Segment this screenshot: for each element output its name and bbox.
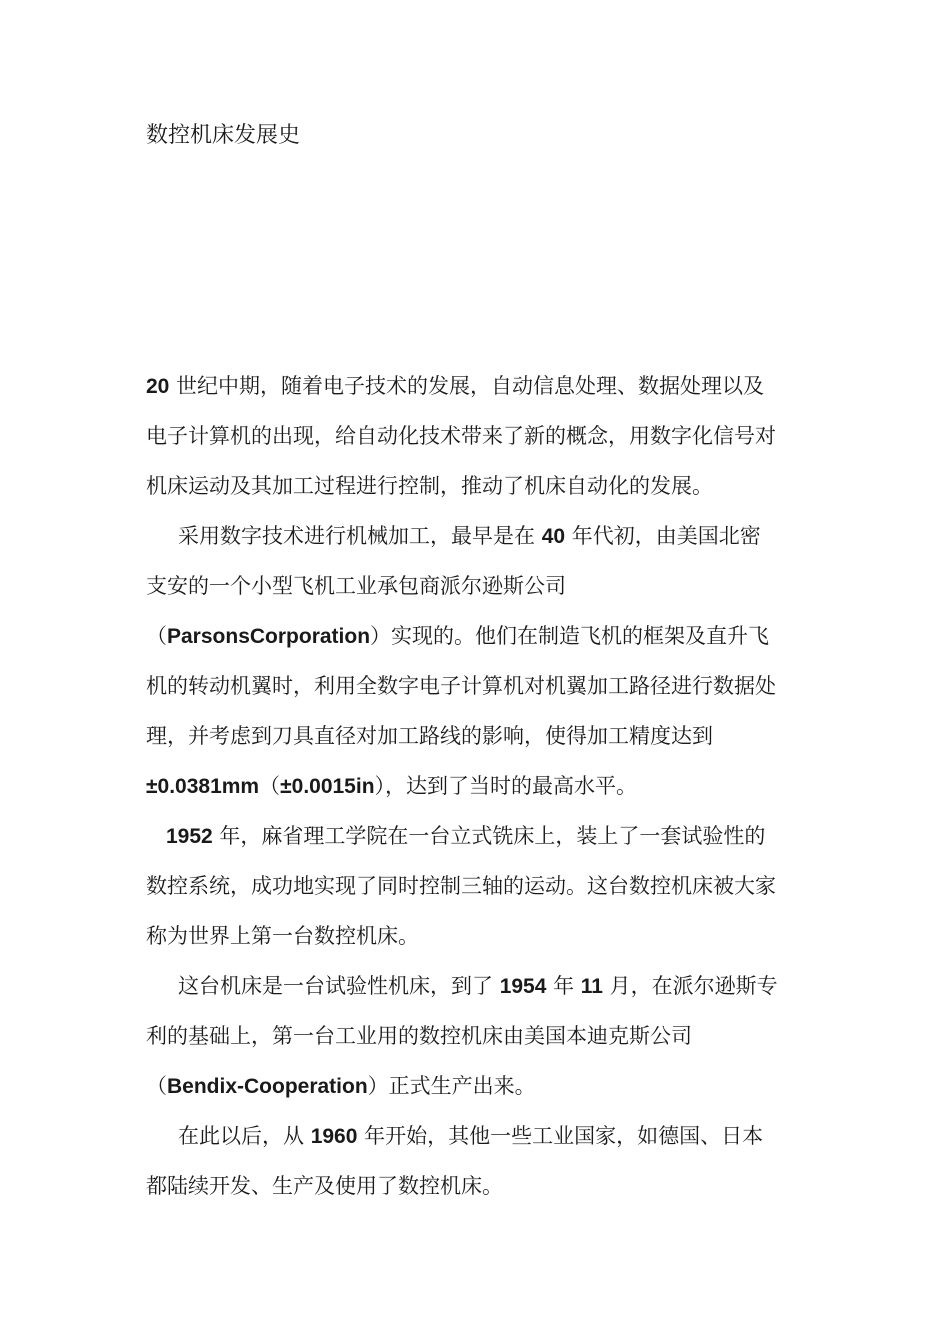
text-line xyxy=(146,514,816,564)
paragraph xyxy=(146,364,816,514)
text-line xyxy=(146,614,816,664)
text-run: 采用数字技术进行机械加工，最早是在 xyxy=(178,524,542,548)
document-body xyxy=(146,364,816,1214)
text-run: 年，麻省理工学院在一台立式铣床上，装上了一套试验性的 xyxy=(212,824,766,848)
text-line xyxy=(146,814,816,864)
text-run: 都陆续开发、生产及使用了数控机床。 xyxy=(146,1174,503,1198)
text-run: 月，在派尔逊斯专 xyxy=(602,974,778,998)
text-line xyxy=(146,414,816,464)
text-run: 支安的一个小型飞机工业承包商派尔逊斯公司 xyxy=(146,574,566,598)
bold-term: ParsonsCorporation xyxy=(167,625,371,648)
bold-number: 40 xyxy=(541,525,566,548)
text-line xyxy=(146,664,816,714)
text-run: ），达到了当时的最高水平。 xyxy=(374,774,638,798)
text-line xyxy=(146,714,816,764)
text-run: 称为世界上第一台数控机床。 xyxy=(146,924,419,948)
text-run: 在此以后，从 xyxy=(178,1124,311,1148)
text-line xyxy=(146,1114,816,1164)
paragraph xyxy=(146,964,816,1114)
paragraph xyxy=(146,514,816,814)
bold-number: 1954 xyxy=(499,975,547,998)
text-line xyxy=(146,1064,816,1114)
paragraph xyxy=(146,1114,816,1214)
document-title: 数控机床发展史 xyxy=(146,123,301,148)
bold-measurement: ±0.0015in xyxy=(280,775,375,798)
text-run: 理，并考虑到刀具直径对加工路线的影响，使得加工精度达到 xyxy=(146,724,713,748)
bold-number: 11 xyxy=(580,975,603,998)
text-run: 这台机床是一台试验性机床，到了 xyxy=(178,974,500,998)
text-run: ）正式生产出来。 xyxy=(367,1074,536,1098)
text-line xyxy=(146,864,816,914)
text-line xyxy=(146,564,816,614)
bold-number: 20 xyxy=(146,375,170,398)
text-run: （ xyxy=(259,774,281,798)
text-run: 利的基础上，第一台工业用的数控机床由美国本迪克斯公司 xyxy=(146,1024,692,1048)
text-run: （ xyxy=(146,624,167,648)
text-run: ）实现的。他们在制造飞机的框架及直升飞 xyxy=(370,624,770,648)
text-run: 世纪中期，随着电子技术的发展，自动信息处理、数据处理以及 xyxy=(169,374,765,398)
text-run: 机床运动及其加工过程进行控制，推动了机床自动化的发展。 xyxy=(146,474,713,498)
text-line xyxy=(146,1164,816,1214)
text-run: 机的转动机翼时，利用全数字电子计算机对机翼加工路径进行数据处 xyxy=(146,674,776,698)
text-run: 数控系统，成功地实现了同时控制三轴的运动。这台数控机床被大家 xyxy=(146,874,776,898)
bold-measurement: ±0.0381mm xyxy=(146,775,260,798)
text-run: （ xyxy=(146,1074,167,1098)
text-line xyxy=(146,1014,816,1064)
paragraph xyxy=(146,814,816,964)
text-line xyxy=(146,964,816,1014)
bold-number: 1952 xyxy=(166,825,213,848)
bold-number: 1960 xyxy=(310,1125,358,1148)
text-run: 年 xyxy=(546,974,581,998)
bold-term: Bendix-Cooperation xyxy=(167,1075,368,1098)
text-line xyxy=(146,364,816,414)
text-run: 年代初，由美国北密 xyxy=(565,524,761,548)
text-run: 电子计算机的出现，给自动化技术带来了新的概念，用数字化信号对 xyxy=(146,424,776,448)
text-line xyxy=(146,764,816,814)
text-line xyxy=(146,914,816,964)
text-run: 年开始，其他一些工业国家，如德国、日本 xyxy=(357,1124,764,1148)
text-line xyxy=(146,464,816,514)
